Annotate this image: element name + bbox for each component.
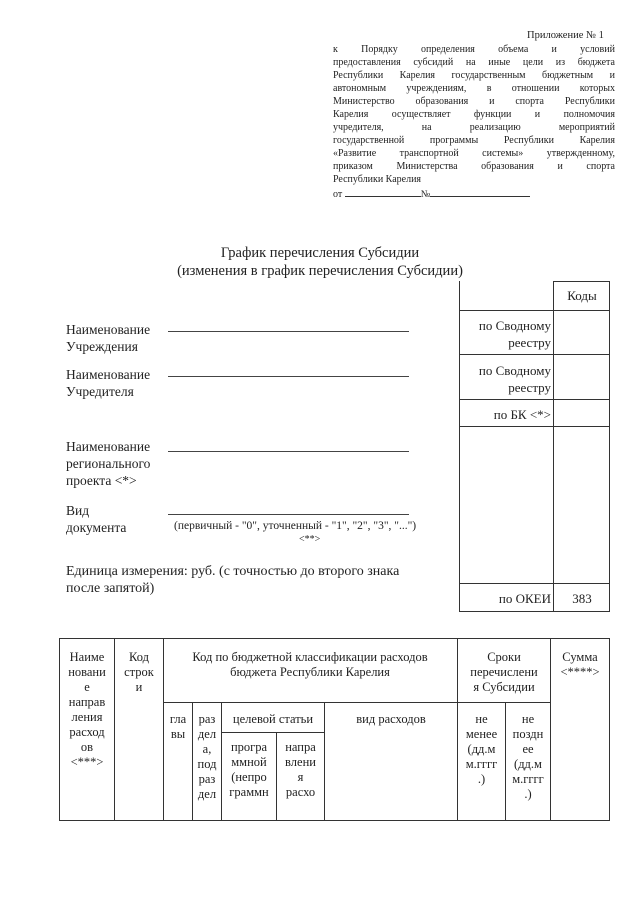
col-code-header: Код строк и [124, 650, 154, 694]
col-name-header: Наиме новани е направ ления расход ов <***> [68, 650, 106, 769]
col-kbk-header: Код по бюджетной классификации расходов бюджета Республики Карелия [192, 650, 428, 679]
annex-body [333, 43, 615, 200]
annex-line: Республики Карелия государственным бюджетным и [333, 70, 615, 81]
title-line-1: График перечисления Субсидии [220, 245, 420, 261]
annex-date-number-line [333, 187, 615, 200]
okei-label: по ОКЕИ [498, 591, 551, 606]
document-title [0, 244, 640, 280]
project-label: Наименование регионального проекта <*> [66, 439, 151, 488]
col-razdel-header: раз дел а, под раз дел [197, 712, 217, 801]
number-label: № [420, 189, 431, 200]
col-sum-header: Сумма <****> [560, 650, 600, 679]
project-field[interactable] [168, 451, 409, 452]
doctype-note: <**> [299, 534, 321, 545]
founder-label: Наименование Учредителя [66, 367, 151, 399]
svod-registry-label-2: по Сводному реестру [478, 363, 551, 395]
doctype-hint: (первичный - "0", уточненный - "1", "2", "3", "...") [174, 520, 417, 532]
founder-field[interactable] [168, 376, 409, 377]
codes-table [459, 281, 610, 612]
col-vid-header: вид расходов [356, 712, 426, 726]
svod-registry-label-1: по Сводному реестру [478, 318, 551, 350]
annex-line: Министерство образования и спорта Республики [333, 96, 615, 107]
annex-line: предоставления субсидий на иные цели из бюджета [333, 57, 615, 68]
date-blank[interactable] [345, 187, 421, 197]
schedule-table [59, 638, 610, 821]
title-line-2: (изменения в график перечисления Субсидии) [177, 263, 463, 279]
institution-field[interactable] [168, 331, 409, 332]
okei-value: 383 [572, 591, 592, 606]
annex-line: к Порядку определения объема и условий [333, 44, 615, 55]
annex-line: приказом Министерства образования и спорта [333, 161, 615, 172]
col-program-header: програ ммной (непро граммн [229, 740, 269, 799]
bk-label: по БК <*> [493, 407, 551, 422]
annex-line: учредителя, на реализацию мероприятий [333, 122, 615, 133]
annex-line: Карелия осуществляет функции и полномочия [333, 109, 615, 120]
institution-label: Наименование Учреждения [66, 322, 151, 354]
from-label: от [333, 189, 343, 200]
col-terms-header: Сроки перечислени я Субсидии [470, 650, 538, 694]
col-glavy-header: гла вы [169, 712, 187, 741]
unit-label: Единица измерения: руб. (с точностью до второго знака после запятой) [66, 564, 400, 596]
doctype-field[interactable] [168, 514, 409, 515]
doctype-label: Вид документа [66, 503, 127, 535]
annex-line: автономным учреждениям, в отношении которых [333, 83, 615, 94]
col-notearly-header: не менее (дд.м м.гггг .) [465, 712, 498, 786]
col-direction-header: напра влени я расхо [285, 740, 316, 799]
annex-line: «Развитие транспортной системы» утвержденному, [333, 148, 615, 159]
annex-line: государственной программы Республики Карелия [333, 135, 615, 146]
annex-line: Республики Карелия [333, 174, 422, 185]
col-notlate-header: не поздн ее (дд.м м.гггг .) [512, 712, 544, 801]
col-target-header: целевой статьи [232, 712, 314, 726]
annex-title: Приложение № 1 [527, 30, 604, 41]
number-blank[interactable] [430, 187, 530, 197]
codes-header: Коды [567, 288, 597, 303]
